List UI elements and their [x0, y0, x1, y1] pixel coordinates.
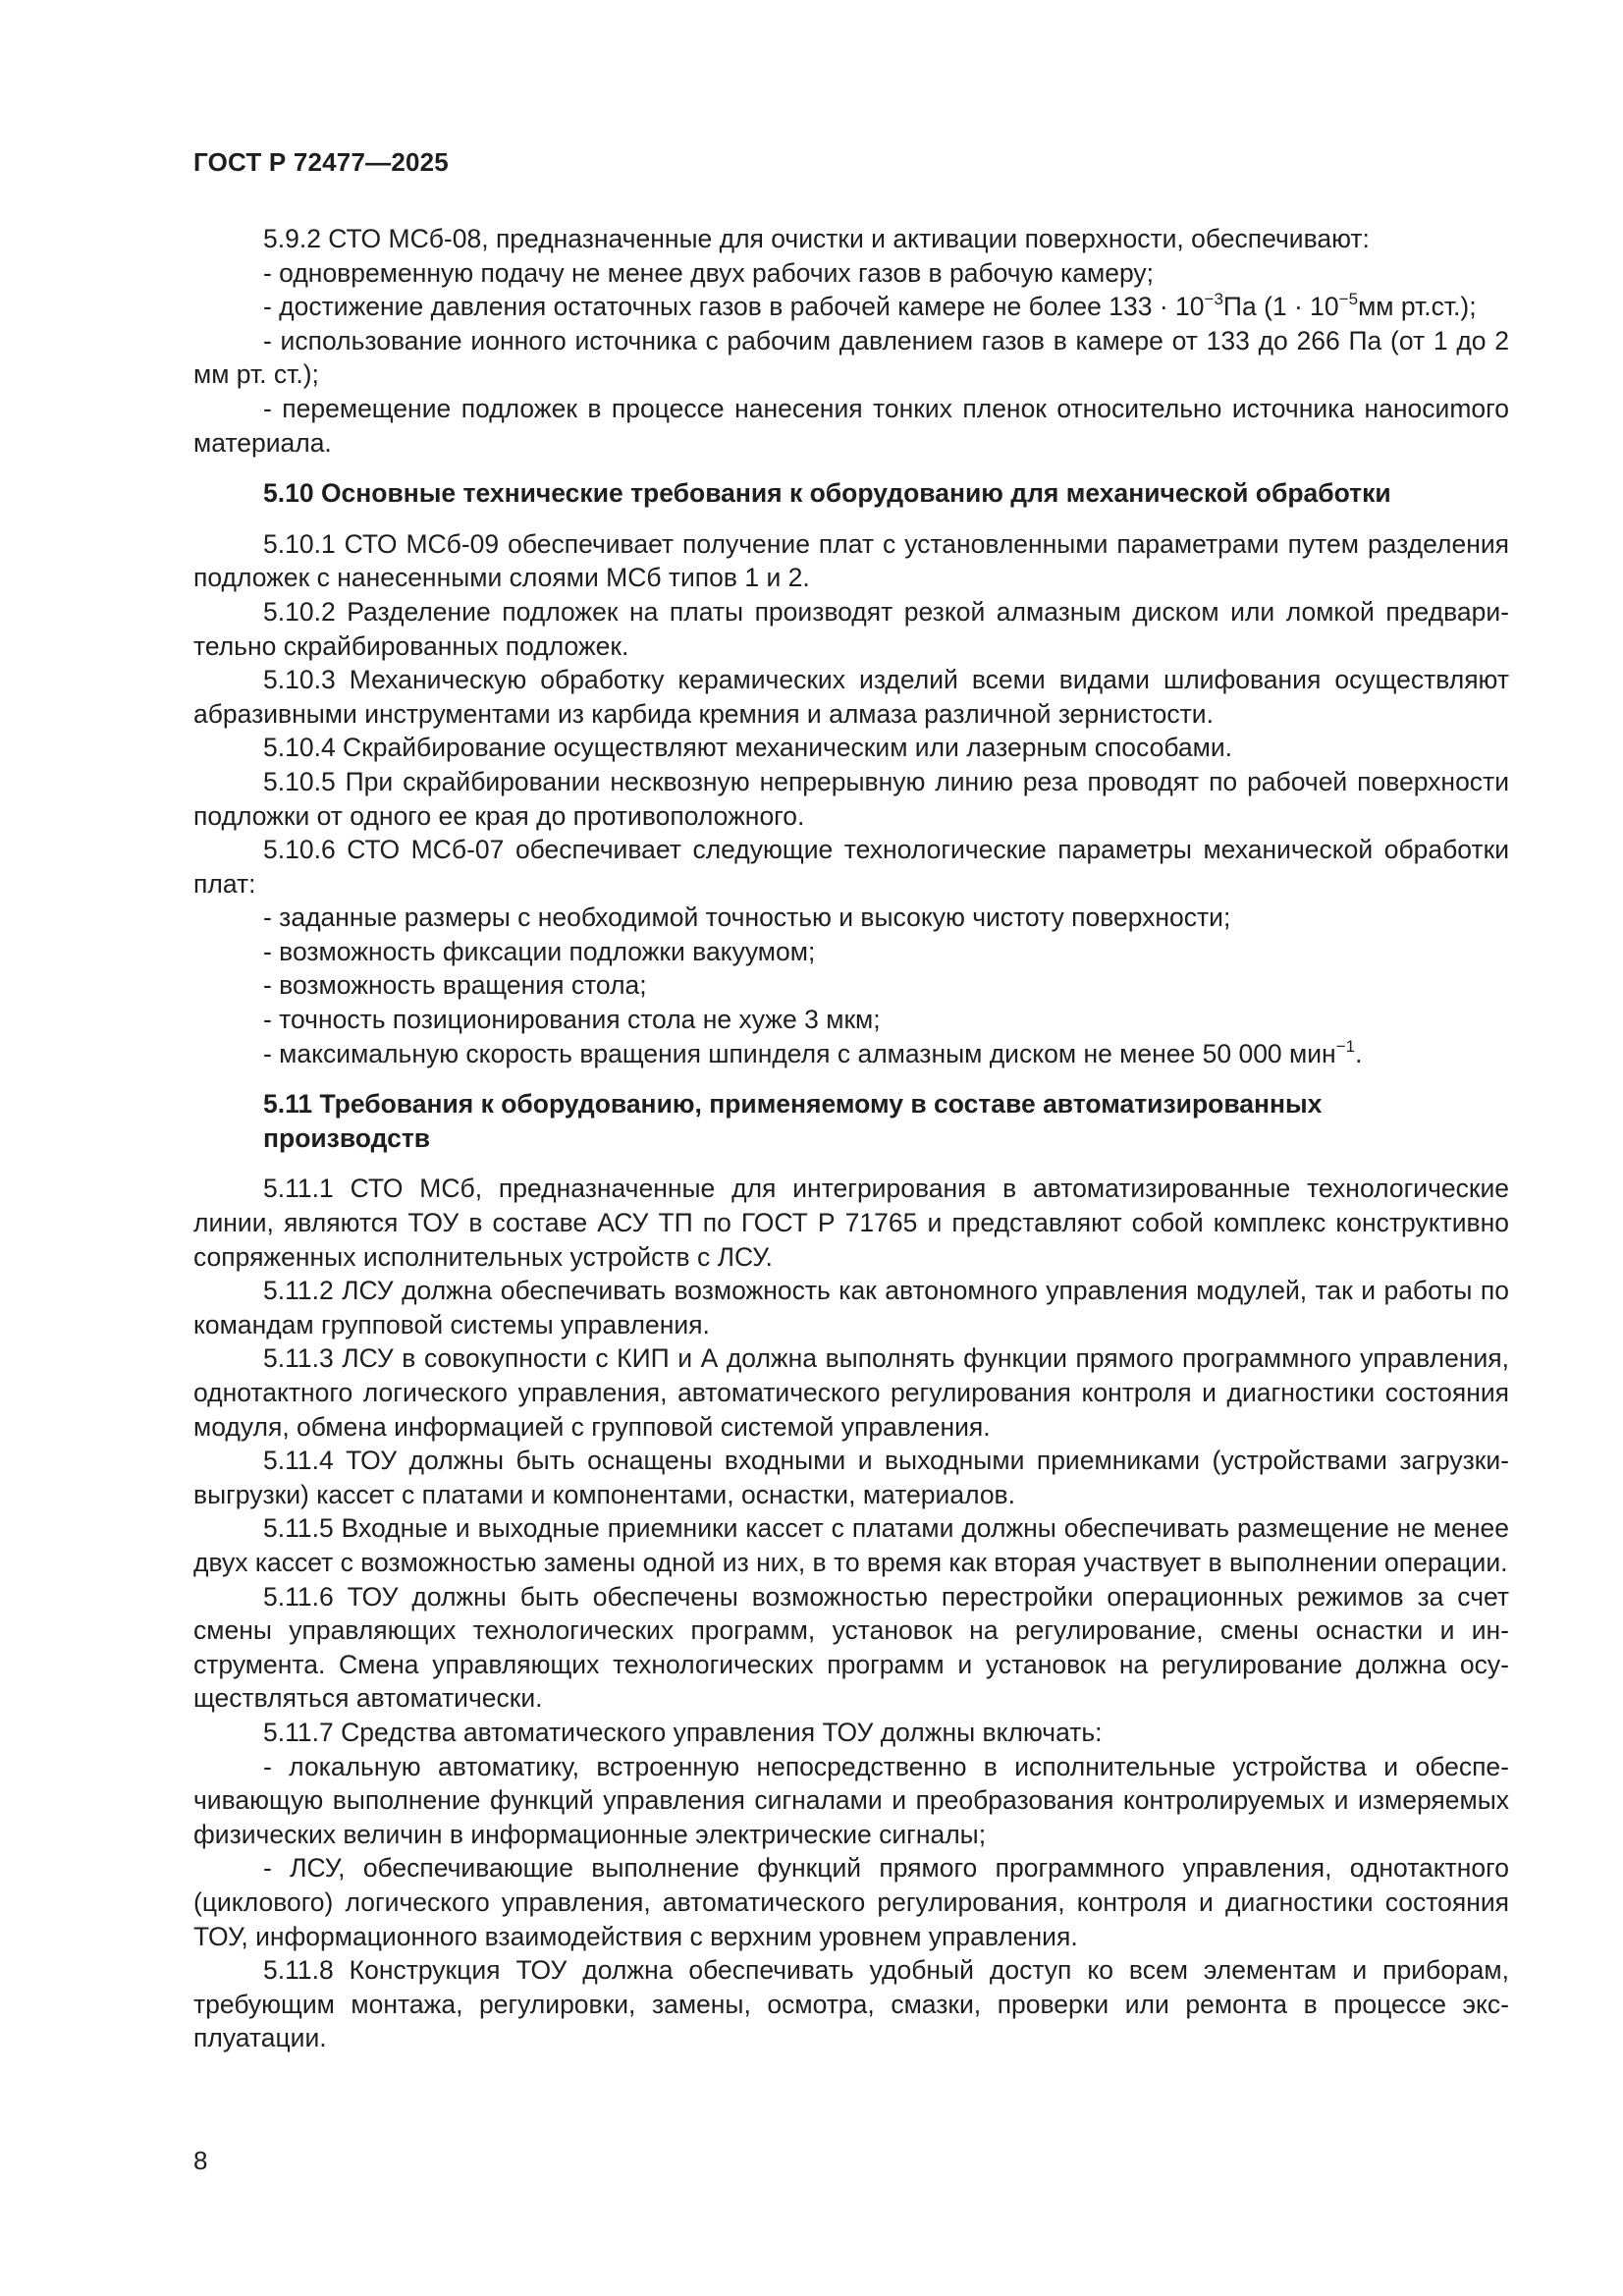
paragraph-5-11-1: 5.11.1 СТО МСб, предназначенные для интегрирования в автоматизированные технологические линии, являются ТОУ в составе АСУ ТП по ГОСТ Р 71765 и представляют собой комплекс конструктивно сопряженных исполнительных устройств с ЛСУ.	[193, 1174, 1509, 1272]
list-item: - перемещение подложек в процессе нанесения тонких пленок относительно источника наносиmого материала.	[193, 393, 1509, 458]
document-body	[193, 222, 1509, 2055]
superscript: −3	[1204, 290, 1223, 309]
paragraph-5-11-3: 5.11.3 ЛСУ в совокупности с КИП и А должна выполнять функции прямого программного управления, однотактного логического управления, автоматического регулирования контроля и диагностики состояния модуля, обмена информацией с групповой системой управления.	[193, 1343, 1509, 1442]
list-item: - одновременную подачу не менее двух рабочих газов в рабочую камеру;	[263, 257, 1155, 288]
list-item: - ЛСУ, обеспечивающие выполнение функций прямого программного управления, однотактного (циклового) логического управления, автоматического регулирования, контроля и диагностики состояния ТОУ, информационного взаимодействия с верхним уровнем управления.	[193, 1853, 1509, 1951]
list-item: - возможность вращения стола;	[263, 970, 647, 1001]
paragraph-5-10-4: 5.10.4 Скрайбирование осуществляют механическим или лазерным способами.	[263, 733, 1233, 763]
text-run: мм рт.ст.);	[1358, 292, 1477, 322]
paragraph-5-11-4: 5.11.4 ТОУ должны быть оснащены входными и выходными приемниками (устройствами загрузки-выгрузки) кассет с платами и компонентами, оснастки, материалов.	[193, 1446, 1509, 1509]
paragraph-5-9-2: 5.9.2 СТО МСб-08, предназначенные для очистки и активации поверхности, обеспечивают:	[263, 224, 1370, 253]
heading-line: 5.11 Требования к оборудованию, применяемому в составе автоматизированных	[263, 1089, 1323, 1120]
paragraph-5-11-7: 5.11.7 Средства автоматического управления ТОУ должны включать:	[263, 1717, 1103, 1747]
list-item: - локальную автоматику, встроенную непосредственно в исполнительные устройства и обеспечивающую выполнение функций управления сигналами и преобразования контролируемых и измеряемых физических величин в информационные электрические сигналы;	[193, 1751, 1509, 1849]
heading-line: производств	[263, 1122, 431, 1153]
page-number: 8	[193, 2146, 208, 2175]
list-item: - заданные размеры с необходимой точностью и высокую чистоту поверхности;	[263, 902, 1231, 933]
paragraph-5-11-5: 5.11.5 Входные и выходные приемники кассет с платами должны обеспечивать размещение не менее двух кассет с возможностью замены одной из них, в то время как вторая участвует в выполнении операции.	[193, 1513, 1509, 1577]
list-item: - возможность фиксации подложки вакуумом;	[263, 936, 816, 966]
text-run: Па (1 · 10	[1222, 292, 1339, 322]
paragraph-5-10-5: 5.10.5 При скрайбировании несквозную непрерывную линию реза проводят по рабочей поверхности подложки от одного ее края до противоположного.	[193, 766, 1509, 831]
section-heading-5-11	[263, 1087, 1509, 1155]
list-item: - точность позиционирования стола не хуже 3 мкм;	[263, 1005, 881, 1035]
list-item-pressure	[193, 290, 1509, 324]
paragraph-5-10-1: 5.10.1 СТО МСб-09 обеспечивает получение плат с установленными параметрами путем разделения подложек с нанесенными слоями МСб типов 1 и 2.	[193, 528, 1509, 593]
document-header: ГОСТ Р 72477—2025	[193, 147, 449, 177]
paragraph-5-11-2: 5.11.2 ЛСУ должна обеспечивать возможность как автономного управления модулей, так и работы по командам групповой системы управления.	[193, 1276, 1509, 1339]
list-item-spindle	[193, 1037, 1509, 1071]
paragraph-5-10-3: 5.10.3 Механическую обработку керамических изделий всеми видами шлифования осуществляют абразивными инструментами из карбида кремния и алмаза различной зернистости.	[193, 665, 1509, 729]
superscript: −5	[1338, 290, 1359, 309]
paragraph-5-10-6: 5.10.6 СТО МСб-07 обеспечивает следующие технологические параметры механической обработки плат:	[193, 835, 1509, 899]
section-heading-5-10: 5.10 Основные технические требования к оборудованию для механической обработки	[263, 478, 1391, 509]
paragraph-5-11-8: 5.11.8 Конструкция ТОУ должна обеспечивать удобный доступ ко всем элементам и приборам, требующим монтажа, регулировки, замены, осмотра, смазки, проверки или ремонта в процессе эксплуатации.	[193, 1955, 1509, 2053]
text-run: - максимальную скорость вращения шпинделя с алмазным диском не менее 50 000 мин	[263, 1038, 1336, 1068]
text-run: - достижение давления остаточных газов в рабочей камере не более 133 · 10	[263, 292, 1205, 322]
superscript: −1	[1335, 1036, 1356, 1056]
list-item: - использование ионного источника с рабочим давлением газов в камере от 133 до 266 Па (от 1 до 2 мм рт. ст.);	[193, 325, 1509, 390]
paragraph-5-11-6: 5.11.6 ТОУ должны быть обеспечены возможностью перестройки операционных режимов за счет смены управляющих технологических программ, установок на регулирование, смены оснастки и инструмента. Смена управляющих технологических программ и установок на регулирование должна осуществляться автоматически.	[193, 1581, 1509, 1714]
text-run: .	[1355, 1038, 1363, 1068]
paragraph-5-10-2: 5.10.2 Разделение подложек на платы производят резкой алмазным диском или ломкой предварительно скрайбированных подложек.	[193, 596, 1509, 661]
